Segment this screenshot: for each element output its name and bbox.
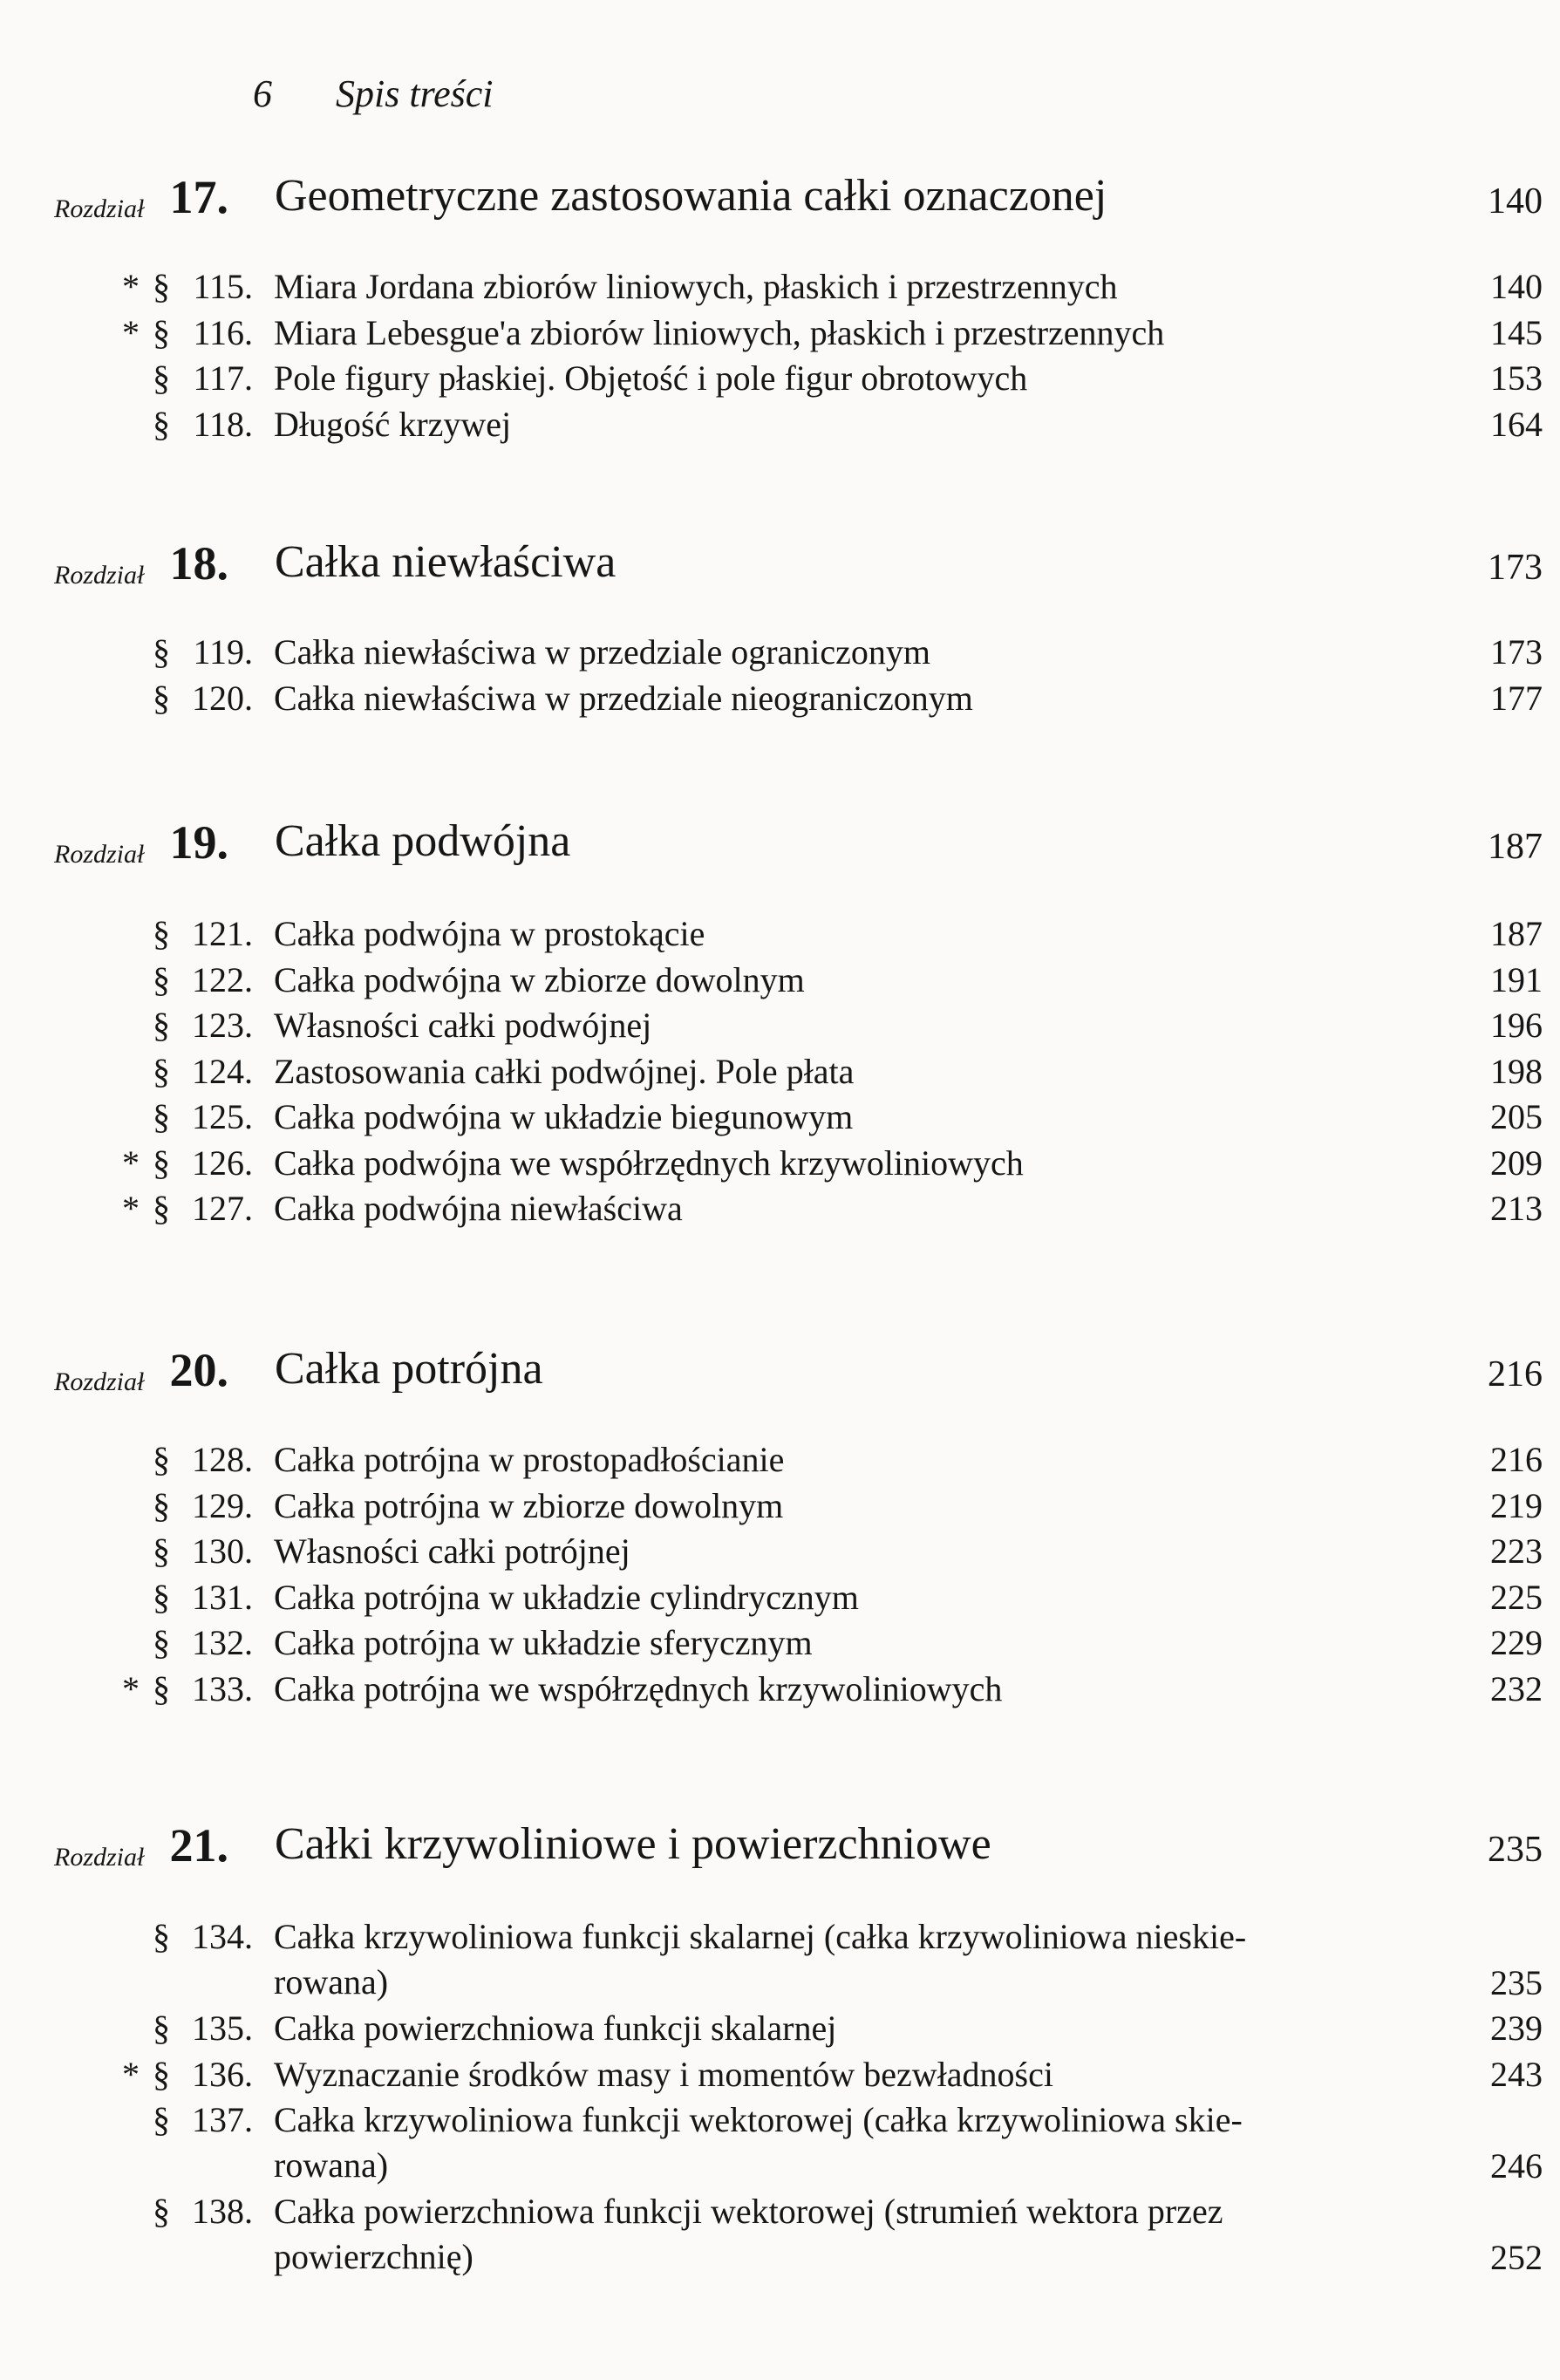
section-title-line: Własności całki potrójnej [274, 1531, 630, 1571]
section-symbol: § [153, 1485, 170, 1525]
chapter-page-number: 173 [1488, 548, 1543, 588]
section-number: 135. [192, 2008, 253, 2048]
section-page-number: 232 [1490, 1668, 1543, 1708]
chapter-label: Rozdział [54, 1367, 145, 1396]
section-title [274, 1483, 1442, 1529]
section-title [274, 264, 1442, 310]
section-page-number: 145 [1490, 312, 1543, 352]
chapter-number: 20. [169, 1344, 228, 1396]
section-page-number: 225 [1490, 1577, 1543, 1617]
section-symbol: § [153, 959, 170, 999]
section-symbol: § [153, 1577, 170, 1617]
chapter-heading [0, 1343, 1560, 1404]
optional-star-marker: * [122, 267, 140, 306]
section-number: 124. [192, 1051, 253, 1091]
section-symbol: § [153, 1006, 170, 1045]
section-number: 134. [192, 1917, 253, 1956]
section-title-line: Całka niewłaściwa w przedziale ograniczonym [274, 632, 931, 672]
section-title-line: Całka powierzchniowa funkcji wektorowej (strumień wektora przez [274, 2192, 1223, 2231]
section-entry [0, 2097, 1560, 2189]
section-title [274, 1575, 1442, 1620]
section-entry [0, 402, 1560, 448]
section-symbol: § [153, 2054, 170, 2094]
section-number: 116. [193, 312, 253, 352]
section-symbol: § [153, 404, 170, 444]
optional-star-marker: * [122, 1189, 140, 1228]
section-title [274, 2189, 1442, 2280]
section-number: 125. [192, 1097, 253, 1136]
chapter-number: 18. [169, 537, 228, 590]
section-title [274, 356, 1442, 401]
section-number: 133. [192, 1668, 253, 1708]
section-title-line: Całka potrójna w zbiorze dowolnym [274, 1485, 784, 1525]
section-symbol: § [153, 678, 170, 718]
section-number: 121. [192, 914, 253, 953]
section-title-line: Własności całki podwójnej [274, 1006, 652, 1045]
section-page-number: 209 [1490, 1142, 1543, 1183]
section-page-number: 246 [1490, 2145, 1543, 2186]
section-entry [0, 958, 1560, 1004]
section-number: 126. [192, 1142, 253, 1183]
section-number: 136. [192, 2054, 253, 2094]
section-title-line: Całka niewłaściwa w przedziale nieograniczonym [274, 678, 973, 718]
section-page-number: 223 [1490, 1531, 1543, 1571]
section-title-line: Pole figury płaskiej. Objętość i pole figur obrotowych [274, 358, 1028, 398]
section-number: 130. [192, 1531, 253, 1571]
section-title-line: rowana) [274, 1962, 389, 2002]
section-entry [0, 2006, 1560, 2052]
section-number: 129. [192, 1485, 253, 1525]
section-title-line: Całka potrójna w układzie sferycznym [274, 1623, 813, 1662]
section-page-number: 239 [1490, 2008, 1543, 2048]
section-entry [0, 1914, 1560, 2006]
section-title [274, 958, 1442, 1003]
section-title-line: Całka potrójna w układzie cylindrycznym [274, 1577, 859, 1617]
section-title [274, 1095, 1442, 1140]
section-symbol: § [153, 2192, 170, 2231]
section-symbol: § [153, 1917, 170, 1956]
section-symbol: § [153, 1623, 170, 1662]
section-symbol: § [153, 1097, 170, 1136]
section-title [274, 676, 1442, 721]
section-title [274, 1186, 1442, 1231]
section-entry [0, 1049, 1560, 1095]
chapter-number: 19. [169, 816, 228, 869]
section-page-number: 235 [1490, 1962, 1543, 2002]
section-entry [0, 1003, 1560, 1049]
section-title-line: Miara Jordana zbiorów liniowych, płaskich i przestrzennych [274, 267, 1118, 306]
section-entry [0, 630, 1560, 676]
optional-star-marker: * [122, 312, 140, 352]
section-page-number: 196 [1490, 1006, 1543, 1045]
section-entry [0, 1437, 1560, 1483]
chapter-heading [0, 170, 1560, 231]
section-number: 119. [193, 632, 253, 672]
chapter-label: Rozdział [54, 1843, 145, 1872]
section-entry [0, 1095, 1560, 1141]
section-entry [0, 1620, 1560, 1667]
section-symbol: § [153, 1440, 170, 1479]
chapter-number: 17. [169, 171, 228, 223]
section-page-number: 198 [1490, 1051, 1543, 1091]
chapter-heading [0, 1818, 1560, 1879]
section-title [274, 2097, 1442, 2188]
section-symbol: § [153, 2100, 170, 2139]
section-number: 118. [193, 404, 253, 444]
section-symbol: § [153, 1142, 170, 1183]
section-title [274, 911, 1442, 957]
section-title [274, 402, 1442, 447]
section-number: 120. [192, 678, 253, 718]
section-title [274, 2006, 1442, 2051]
section-entry [0, 1483, 1560, 1530]
section-number: 115. [193, 267, 253, 306]
section-title-line: Całka powierzchniowa funkcji skalarnej [274, 2008, 837, 2048]
section-title-line: Całka krzywoliniowa funkcji skalarnej (całka krzywoliniowa nieskie- [274, 1917, 1247, 1956]
section-symbol: § [153, 312, 170, 352]
section-symbol: § [153, 358, 170, 398]
section-title-line: Całka podwójna w prostokącie [274, 914, 705, 953]
section-number: 122. [192, 959, 253, 999]
section-number: 137. [192, 2100, 253, 2139]
section-entry [0, 2189, 1560, 2281]
chapter-title: Geometryczne zastosowania całki oznaczonej [275, 171, 1107, 221]
chapter-label: Rozdział [54, 194, 145, 223]
section-page-number: 216 [1490, 1440, 1543, 1479]
section-title-line: Całka potrójna w prostopadłościanie [274, 1440, 785, 1479]
section-page-number: 187 [1490, 914, 1543, 953]
section-number: 128. [192, 1440, 253, 1479]
chapter-heading [0, 536, 1560, 597]
section-entry [0, 1575, 1560, 1621]
section-title [274, 310, 1442, 356]
section-page-number: 243 [1490, 2054, 1543, 2094]
section-number: 127. [192, 1189, 253, 1228]
section-symbol: § [153, 1531, 170, 1571]
section-entry [0, 2052, 1560, 2098]
section-page-number: 173 [1490, 632, 1543, 672]
section-number: 123. [192, 1006, 253, 1045]
section-page-number: 153 [1490, 358, 1543, 398]
section-title-line: Miara Lebesgue'a zbiorów liniowych, płaskich i przestrzennych [274, 312, 1165, 352]
section-title [274, 1003, 1442, 1048]
section-title-line: powierzchnię) [274, 2237, 473, 2276]
section-entry [0, 1529, 1560, 1575]
section-entry [0, 264, 1560, 310]
header-page-number: 6 [253, 72, 272, 115]
section-title-line: Całka podwójna niewłaściwa [274, 1189, 683, 1228]
section-symbol: § [153, 632, 170, 672]
section-title [274, 1141, 1442, 1186]
optional-star-marker: * [122, 1142, 140, 1183]
section-title [274, 1667, 1442, 1712]
section-title-line: Całka podwójna w zbiorze dowolnym [274, 959, 805, 999]
section-entry [0, 1141, 1560, 1187]
section-title-line: Wyznaczanie środków masy i momentów bezwładności [274, 2054, 1053, 2094]
section-page-number: 177 [1490, 678, 1543, 718]
section-entry [0, 356, 1560, 402]
chapter-page-number: 235 [1488, 1830, 1543, 1870]
optional-star-marker: * [122, 1668, 140, 1708]
section-entry [0, 676, 1560, 722]
chapter-number: 21. [169, 1819, 228, 1872]
chapter-title: Całki krzywoliniowe i powierzchniowe [275, 1819, 991, 1869]
section-entry [0, 1667, 1560, 1713]
section-number: 131. [192, 1577, 253, 1617]
section-number: 138. [192, 2192, 253, 2231]
section-symbol: § [153, 914, 170, 953]
chapter-page-number: 187 [1488, 827, 1543, 867]
section-symbol: § [153, 267, 170, 306]
section-symbol: § [153, 1189, 170, 1228]
section-title-line: Całka potrójna we współrzędnych krzywoliniowych [274, 1668, 1003, 1708]
section-page-number: 205 [1490, 1097, 1543, 1136]
section-page-number: 219 [1490, 1485, 1543, 1525]
chapter-title: Całka potrójna [275, 1344, 543, 1394]
section-title-line: rowana) [274, 2145, 389, 2185]
chapter-label: Rozdział [54, 561, 145, 590]
section-page-number: 252 [1490, 2237, 1543, 2277]
chapter-title: Całka podwójna [275, 816, 571, 866]
section-title-line: Całka podwójna we współrzędnych krzywoliniowych [274, 1142, 1024, 1183]
section-title [274, 630, 1442, 675]
section-number: 132. [192, 1623, 253, 1662]
section-title [274, 1529, 1442, 1574]
section-symbol: § [153, 1668, 170, 1708]
chapter-title: Całka niewłaściwa [275, 537, 617, 587]
chapter-page-number: 216 [1488, 1354, 1543, 1395]
section-entry [0, 310, 1560, 357]
section-page-number: 229 [1490, 1623, 1543, 1662]
section-symbol: § [153, 2008, 170, 2048]
section-entry [0, 911, 1560, 958]
optional-star-marker: * [122, 2054, 140, 2094]
section-symbol: § [153, 1051, 170, 1091]
section-title [274, 1049, 1442, 1095]
section-title [274, 2052, 1442, 2097]
section-title-line: Zastosowania całki podwójnej. Pole płata [274, 1051, 855, 1091]
section-title-line: Całka podwójna w układzie biegunowym [274, 1097, 854, 1136]
section-title-line: Całka krzywoliniowa funkcji wektorowej (całka krzywoliniowa skie- [274, 2100, 1243, 2139]
chapter-label: Rozdział [54, 840, 145, 869]
section-title [274, 1914, 1442, 2005]
section-number: 117. [193, 358, 253, 398]
section-title [274, 1437, 1442, 1483]
section-title-line: Długość krzywej [274, 404, 512, 444]
header-title: Spis treści [336, 72, 494, 115]
section-page-number: 140 [1490, 267, 1543, 306]
page-header [253, 72, 493, 116]
section-page-number: 164 [1490, 404, 1543, 444]
section-page-number: 213 [1490, 1189, 1543, 1228]
section-entry [0, 1186, 1560, 1232]
section-title [274, 1620, 1442, 1666]
chapter-heading [0, 815, 1560, 876]
section-page-number: 191 [1490, 959, 1543, 999]
chapter-page-number: 140 [1488, 181, 1543, 222]
